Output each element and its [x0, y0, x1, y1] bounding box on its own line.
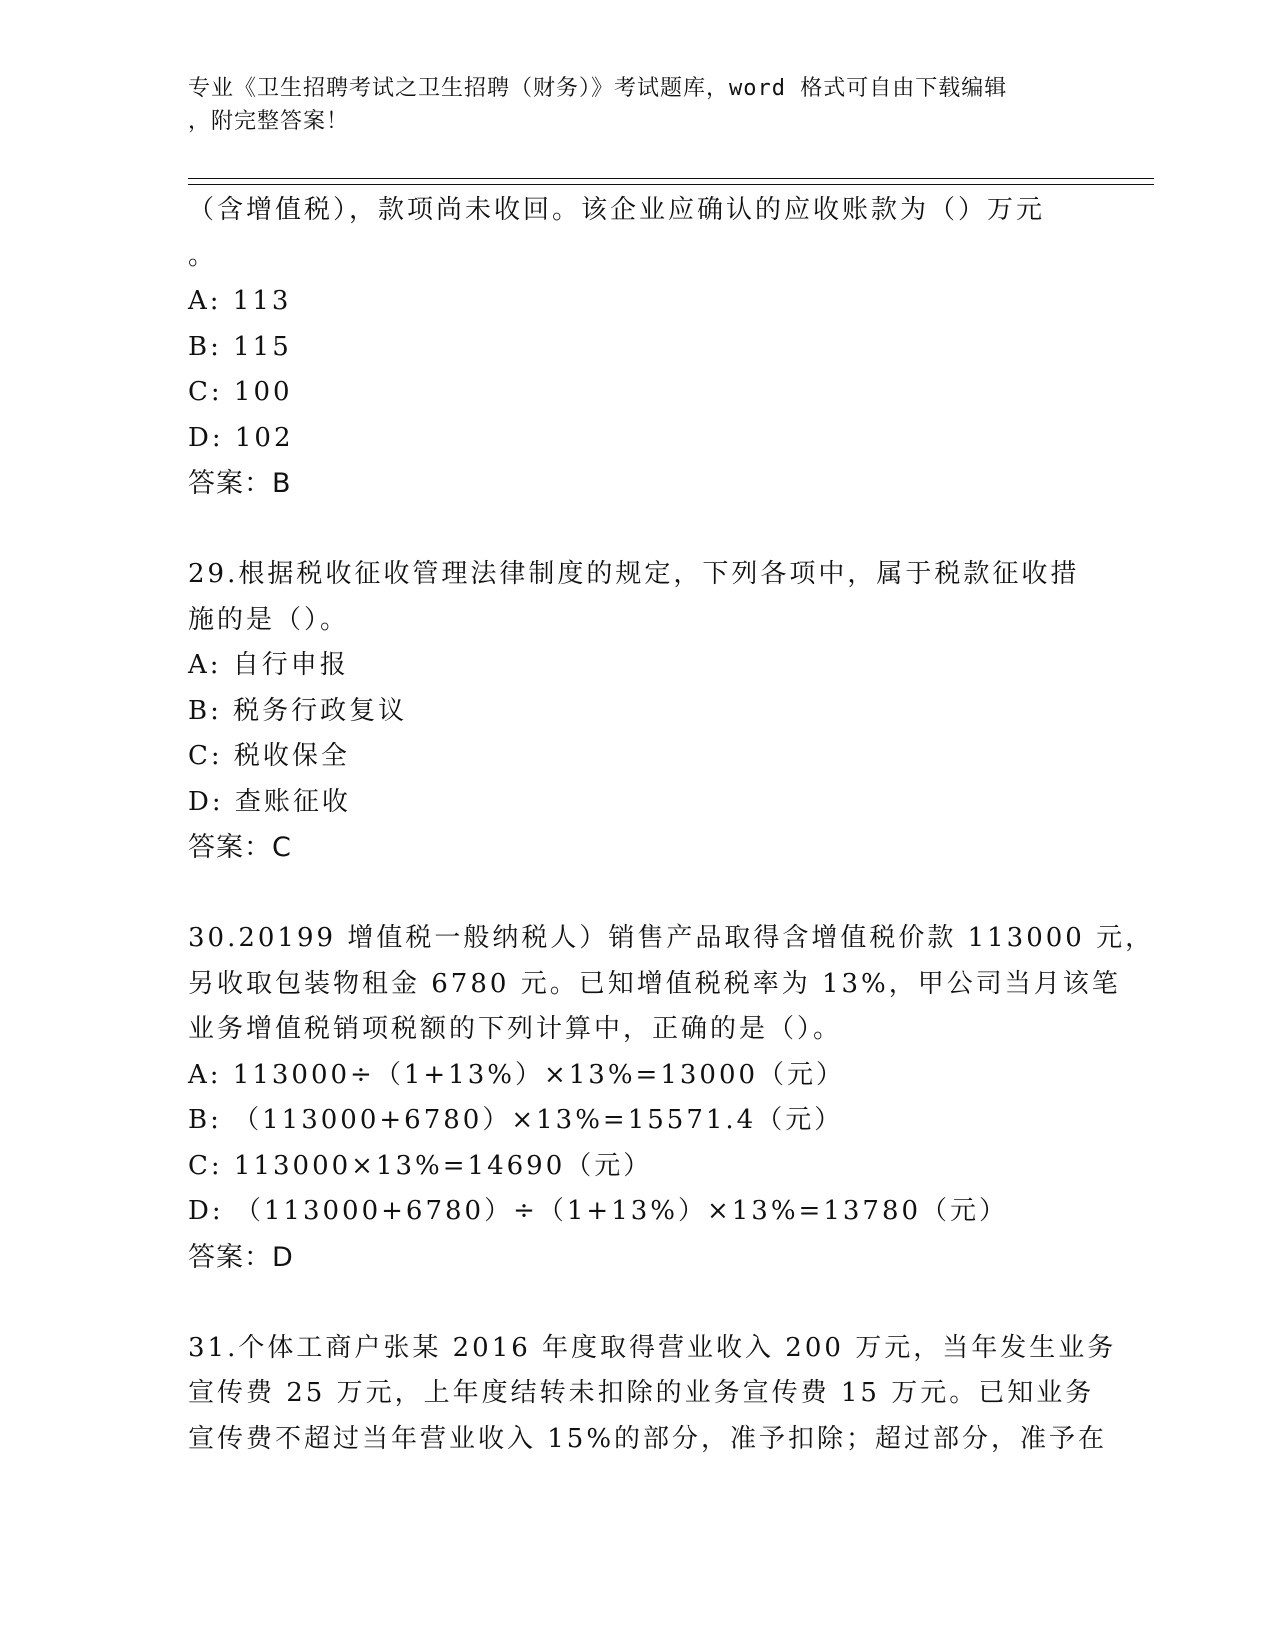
question-stem-line: 另收取包装物租金 6780 元。已知增值税税率为 13%，甲公司当月该笔: [188, 968, 1121, 999]
question-list: [188, 188, 1155, 1462]
document-header: [188, 72, 1068, 138]
option-c: C: 113000×13%=14690（元）: [188, 1150, 653, 1181]
option-a: A: 自行申报: [188, 650, 349, 680]
question-30: [188, 916, 1155, 1280]
option-c: C: 100: [188, 377, 293, 407]
spacer: [188, 1280, 1088, 1326]
question-stem-line: （含增值税），款项尚未收回。该企业应确认的应收账款为（）万元: [188, 195, 1046, 225]
header-divider-bottom: [188, 184, 1154, 185]
option-b: B: 115: [188, 331, 292, 362]
header-line-2: ，附完整答案！: [188, 109, 350, 134]
question-stem-line: 30.20199 增值税一般纳税人）销售产品取得含增值税价款 113000 元，: [188, 923, 1155, 953]
question-28: [188, 188, 1088, 507]
answer-text: 答案：C: [188, 832, 292, 863]
option-a: A: 113: [188, 286, 292, 316]
option-b: B: （113000+6780）×13%=15571.4（元）: [188, 1105, 844, 1135]
option-d: D: 查账征收: [188, 786, 351, 817]
question-stem-line: 宣传费不超过当年营业收入 15%的部分，准予扣除；超过部分，准予在: [188, 1423, 1108, 1454]
spacer: [188, 871, 1088, 917]
question-stem-line: 29.根据税收征收管理法律制度的规定，下列各项中，属于税款征收措: [188, 559, 1080, 589]
answer-text: 答案：B: [188, 468, 292, 499]
question-stem-line: 业务增值税销项税额的下列计算中，正确的是（）。: [188, 1014, 843, 1044]
question-stem-line: 宣传费 25 万元，上年度结转未扣除的业务宣传费 15 万元。已知业务: [188, 1378, 1095, 1408]
answer-text: 答案：D: [188, 1241, 294, 1273]
option-a: A: 113000÷（1+13%）×13%=13000（元）: [188, 1059, 846, 1090]
option-d: D: 102: [188, 422, 294, 453]
option-d: D: （113000+6780）÷（1+13%）×13%=13780（元）: [188, 1196, 1009, 1226]
option-b: B: 税务行政复议: [188, 695, 408, 726]
option-c: C: 税收保全: [188, 741, 350, 771]
question-stem-line: 施的是（）。: [188, 604, 350, 635]
header-line-1: 专业《卫生招聘考试之卫生招聘（财务）》考试题库，word 格式可自由下载编辑: [188, 76, 1008, 101]
question-29: [188, 552, 1088, 871]
question-stem-line: 。: [188, 240, 218, 271]
question-stem-line: 31.个体工商户张某 2016 年度取得营业收入 200 万元，当年发生业务: [188, 1332, 1117, 1363]
spacer: [188, 507, 1088, 553]
header-divider-top: [188, 178, 1154, 179]
question-31: [188, 1326, 1117, 1463]
